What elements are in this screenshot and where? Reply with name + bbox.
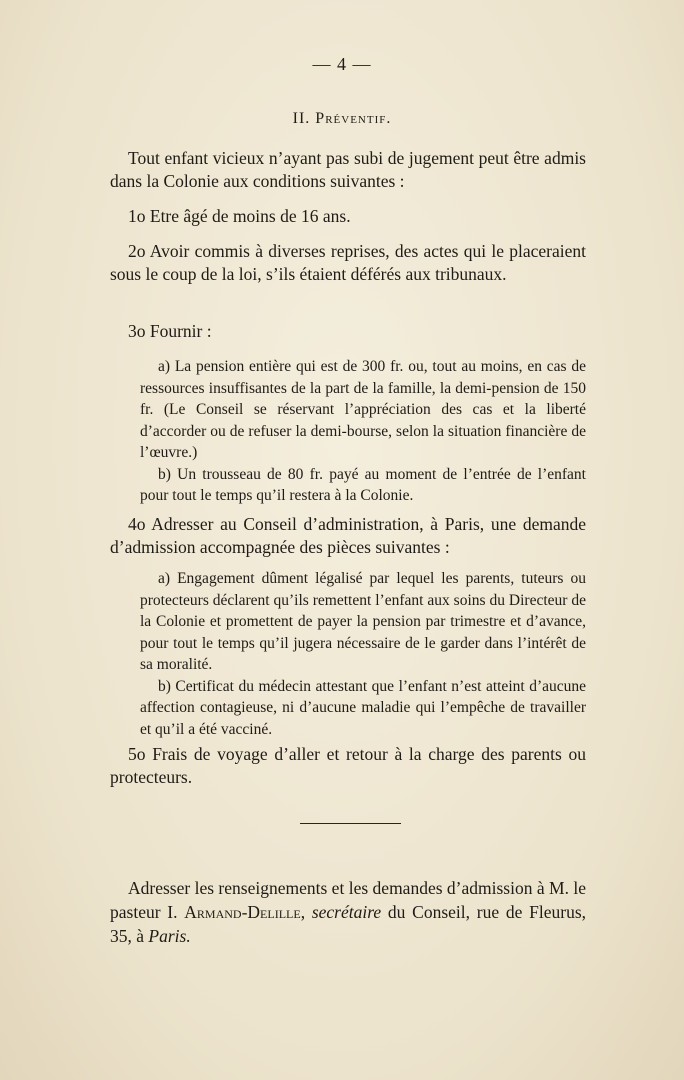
footer-name: Armand-Delille, bbox=[184, 902, 306, 922]
divider-rule bbox=[300, 823, 401, 824]
section-title: Préventif. bbox=[315, 110, 392, 127]
section-heading bbox=[0, 110, 684, 128]
intro-paragraph: Tout enfant vicieux n’ayant pas subi de jugement peut être admis dans la Colonie aux conditions suivantes : bbox=[110, 148, 586, 191]
footer-middle: du Conseil, rue de Fleurus, 35, à bbox=[110, 902, 587, 946]
footer-role: secrétaire bbox=[311, 902, 382, 922]
condition-2: 2o Avoir commis à diverses reprises, des actes qui le placeraient sous le coup de la loi, s’ils étaient déférés aux tribunaux. bbox=[110, 241, 586, 284]
footer-city: Paris. bbox=[148, 926, 191, 946]
condition-4-items bbox=[140, 568, 586, 740]
condition-1: 1o Etre âgé de moins de 16 ans. bbox=[128, 206, 351, 226]
condition-4-a: a) Engagement dûment légalisé par lequel les parents, tuteurs ou protecteurs déclarent qu’ils remettent l’enfant aux soins du Directeur de la Colonie et promettent de payer la pension par trimestre et d’avance, pour tout le temps qu’il jugera nécessaire de le garder dans l’intérêt de sa moralité. bbox=[140, 570, 586, 673]
condition-3-b: b) Un trousseau de 80 fr. payé au moment de l’entrée de l’enfant pour tout le temps qu’il restera à la Colonie. bbox=[140, 465, 586, 504]
section-numeral: II. bbox=[292, 110, 311, 127]
condition-4-title: 4o Adresser au Conseil d’administration, à Paris, une demande d’admission accompagnée des pièces suivantes : bbox=[110, 514, 586, 557]
footer-paragraph bbox=[110, 876, 586, 948]
condition-3-a: a) La pension entière qui est de 300 fr. ou, tout au moins, en cas de ressources insuffisantes de la part de la famille, la demi-pension de 150 fr. (Le Conseil se réservant l’appréciation des cas et la liberté d’accorder ou de refuser la demi-bourse, selon la situation financière de l’œuvre.) bbox=[140, 358, 586, 461]
condition-3-title: 3o Fournir : bbox=[128, 321, 212, 341]
condition-4-b: b) Certificat du médecin attestant que l’enfant n’est atteint d’aucune affection contagieuse, ni d’aucune maladie qui l’empêche de travailler et qu’il a été vacciné. bbox=[140, 677, 586, 738]
page-number: — 4 — bbox=[312, 54, 372, 74]
condition-5: 5o Frais de voyage d’aller et retour à la charge des parents ou protecteurs. bbox=[110, 744, 586, 787]
condition-3-items bbox=[140, 356, 586, 507]
footer-prefix: Adresser les renseignements et les demandes d’admission à M. le pasteur I. bbox=[110, 878, 586, 922]
